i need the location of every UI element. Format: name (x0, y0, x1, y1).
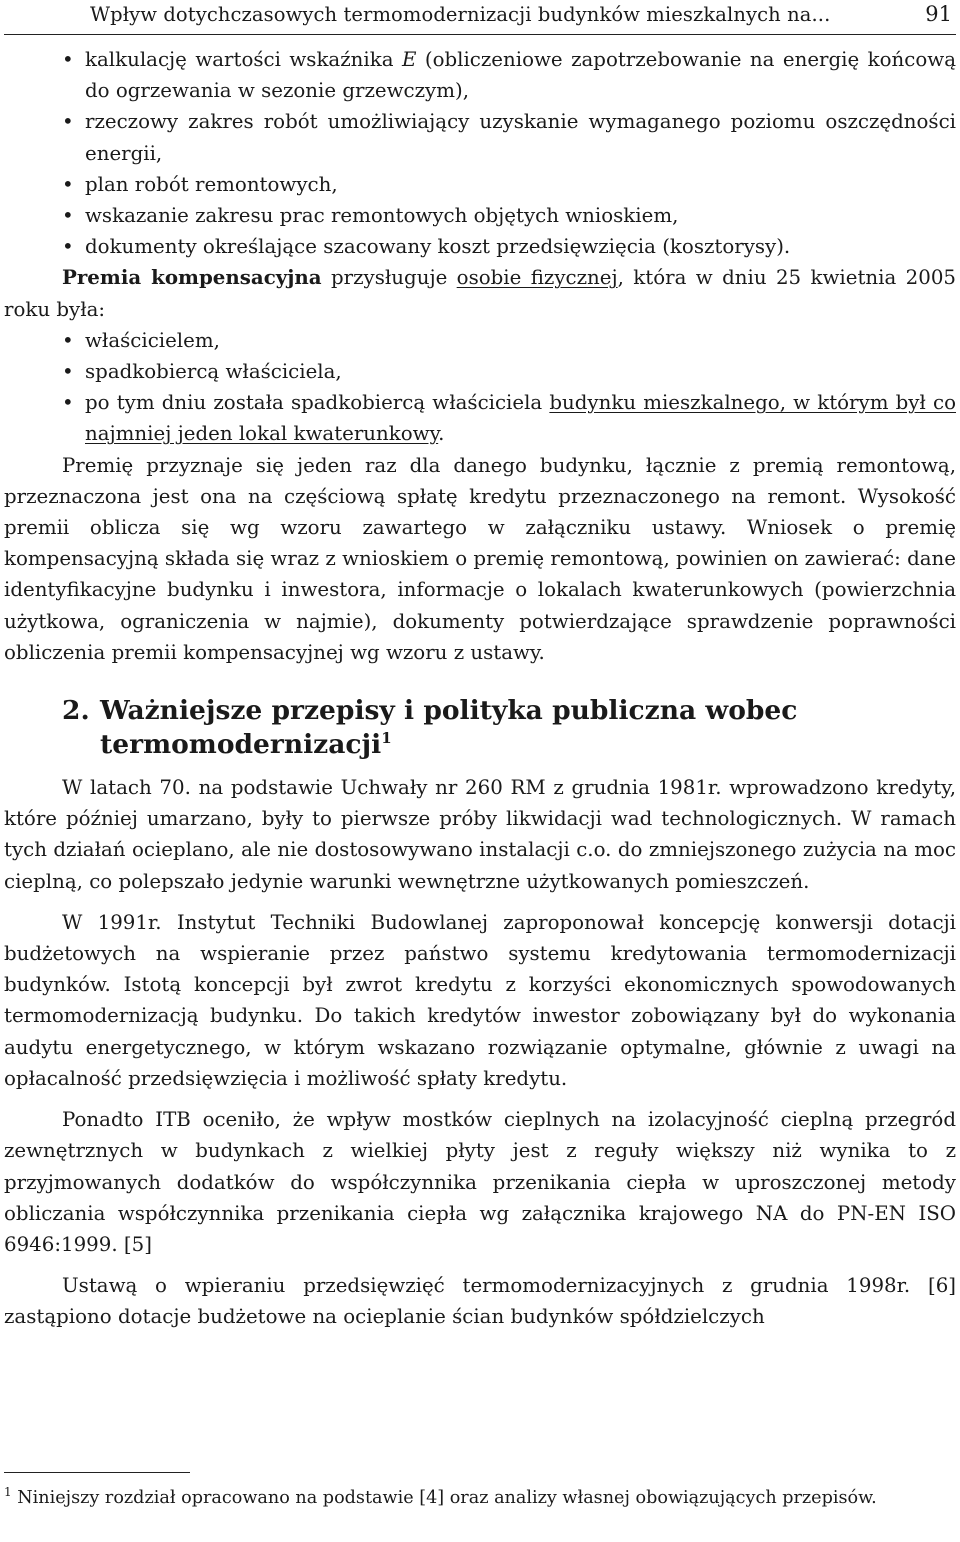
footnote-divider (4, 1472, 190, 1473)
body-text (4, 44, 956, 1333)
underlined-term: osobie fizycznej (456, 266, 618, 290)
header-title: Wpływ dotychczasowych termomodernizacji budynków mieszkalnych na... (90, 3, 831, 26)
section-title: Ważniejsze przepisy i polityka publiczna wobec termomodernizacji (100, 695, 798, 761)
eligibility-list (4, 325, 956, 450)
section-heading (4, 694, 956, 762)
list-item: • wskazanie zakresu prac remontowych objętych wnioskiem, (4, 200, 956, 231)
requirements-list (4, 44, 956, 262)
bold-term: Premia kompensacyjna (62, 265, 322, 290)
page-number: 91 (925, 2, 952, 26)
paragraph: W 1991r. Instytut Techniki Budowlanej zaproponował koncepcję konwersji dotacji budżetowych na wspieranie przez państwo systemu kredytowania termomodernizacji budynków. Istotą koncepcji był zwrot kredytu z korzyści ekonomicznych spowodowanych termomodernizacją budynku. Do takich kredytów inwestor zobowiązany był do wykonania audytu energetycznego, w którym wskazano rozwiązanie optymalne, głównie z uwagi na opłacalność przedsięwzięcia i możliwość spłaty kredytu. (4, 910, 956, 1090)
list-item: • dokumenty określające szacowany koszt przedsięwzięcia (kosztorysy). (4, 231, 956, 262)
paragraph-premie: Premię przyznaje się jeden raz dla danego budynku, łącznie z premią remontową, przeznaczona jest ona na częściową spłatę kredytu przeznaczonego na remont. Wysokość premii oblicza się wg wzoru zawartego w załączniku ustawy. Wniosek o premię kompensacyjną składa się wraz z wnioskiem o premię remontową, powinien on zawierać: dane identyfikacyjne budynku i inwestora, informacje o lokalach kwaterunkowych (powierzchnia użytkowa, ograniczenia w najmie), dokumenty potwierdzające sprawdzenie poprawności obliczenia premii kompensacyjnej wg wzoru z ustawy. (4, 453, 956, 664)
underlined-term: budynku mieszkalnego, w którym był co najmniej jeden lokal kwaterunkowy (85, 391, 956, 446)
list-item: • plan robót remontowych, (4, 169, 956, 200)
footnote (4, 1485, 956, 1512)
section-number: 2. (62, 695, 90, 727)
paragraph: Ponadto ITB oceniło, że wpływ mostków cieplnych na izolacyjność cieplną przegród zewnętrznych w budynkach z wielkiej płyty jest z reguły większy niż wynika to z przyjmowanych dodatków do współczynnika przenikania ciepła w uproszczonej metody obliczania współczynnika przenikania ciepła wg załącznika krajowego NA do PN-EN ISO 6946:1999. [5] (4, 1108, 956, 1256)
list-item: • spadkobiercą właściciela, (4, 356, 956, 387)
paragraph: W latach 70. na podstawie Uchwały nr 260 RM z grudnia 1981r. wprowadzono kredyty, które później umarzano, były to pierwsze próby likwidacji wad technologicznych. W ramach tych działań ocieplano, ale nie dostosowywano instalacji c.o. do zmniejszonego zużycia na moc cieplną, co polepszało jedynie warunki wewnętrzne użytkowanych pomieszczeń. (4, 776, 956, 893)
document-page (4, 0, 956, 1542)
list-item: • po tym dniu została spadkobiercą właściciela budynku mieszkalnego, w którym był co najmniej jeden lokal kwaterunkowy. (4, 387, 956, 449)
list-item: • właścicielem, (4, 325, 956, 356)
footnote-marker: 1 (4, 1485, 12, 1500)
list-item: • kalkulację wartości wskaźnika E (obliczeniowe zapotrzebowanie na energię końcową do ogrzewania w sezonie grzewczym), (4, 44, 956, 106)
list-item: • rzeczowy zakres robót umożliwiający uzyskanie wymaganego poziomu oszczędności energii, (4, 106, 956, 168)
footnote-ref: 1 (381, 729, 392, 748)
paragraph: Ustawą o wpieraniu przedsięwzięć termomodernizacyjnych z grudnia 1998r. [6] zastąpiono dotacje budżetowe na ocieplanie ścian budynków spółdzielczych (4, 1274, 956, 1329)
footnote-text: Niniejszy rozdział opracowano na podstawie [4] oraz analizy własnej obowiązujących przepisów. (17, 1488, 877, 1508)
paragraph-premia: Premia kompensacyjna przysługuje osobie fizycznej, która w dniu 25 kwietnia 2005 roku była: (4, 265, 957, 321)
running-header (4, 0, 956, 35)
